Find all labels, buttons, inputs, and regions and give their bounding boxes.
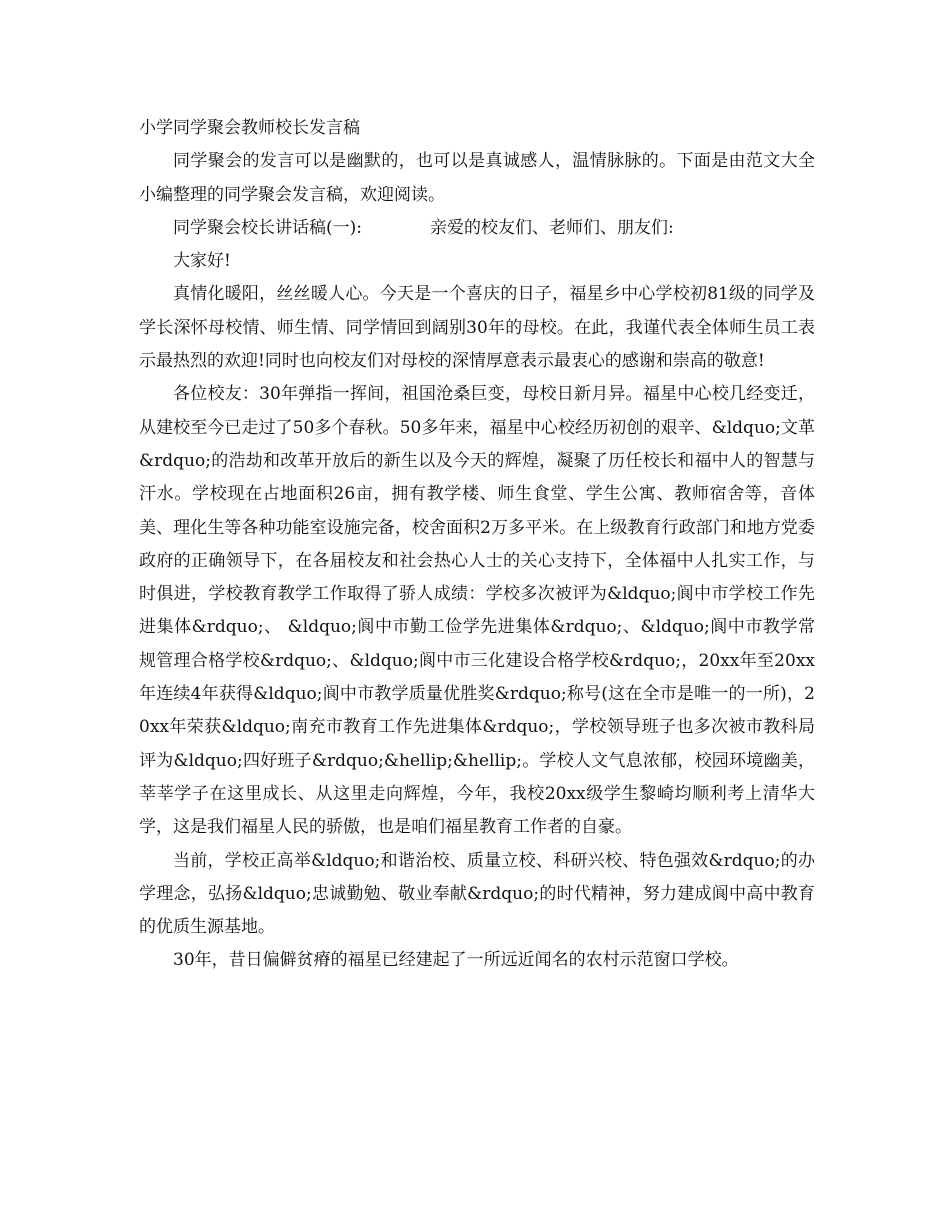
document-title: 小学同学聚会教师校长发言稿 [139, 118, 360, 138]
greeting: 大家好! [173, 251, 231, 272]
body-paragraph-2: 各位校友：30年弹指一挥间，祖国沧桑巨变，母校日新月异。福星中心校几经变迁，从建校至今已走过了50多个春秋。50多年来，福星中心校经历初创的艰辛、&ldquo;文革&rdquo;的浩劫和改革开放后的新生以及今天的辉煌，凝聚了历任校长和福中人的智慧与汗水。学校现在占地面积26亩，拥有教学楼、师生食堂、学生公寓、教师宿舍等，音体美、理化生等各种功能室设施完备，校舍面积2万多平米。在上级教育行政部门和地方党委政府的正确领导下，在各届校友和社会热心人士的关心支持下，全体福中人扎实工作，与时俱进，学校教育教学工作取得了骄人成绩：学校多次被评为&ldquo;阆中市学校工作先进集体&rdquo;、 &ldquo;阆中市勤工俭学先进集体&rdquo;、&ldquo;阆中市教学常规管理合格学校&rdquo;、&ldquo;阆中市三化建设合格学校&rdquo;，20xx年至20xx年连续4年获得&ldquo;阆中市教学质量优胜奖&rdquo;称号(这在全市是唯一的一所)，20xx年荣获&ldquo;南充市教育工作先进集体&rdquo;，学校领导班子也多次被市教科局评为&ldquo;四好班子&rdquo;&hellip;&hellip;。学校人文气息浓郁，校园环境幽美，莘莘学子在这里成长、从这里走向辉煌，今年，我校20xx级学生黎崎均顺利考上清华大学，这是我们福星人民的骄傲，也是咱们福星教育工作者的自豪。 [139, 384, 815, 838]
body-paragraph-3: 当前，学校正高举&ldquo;和谐治校、质量立校、科研兴校、特色强效&rdquo;的办学理念，弘扬&ldquo;忠诚勤勉、敬业奉献&rdquo;的时代精神，努力建成阆中高中教育的优质生源基地。 [139, 850, 815, 938]
speech-heading-line [139, 212, 815, 245]
body-paragraph-4: 30年，昔日偏僻贫瘠的福星已经建起了一所远近闻名的农村示范窗口学校。 [173, 950, 739, 971]
document-page [139, 112, 815, 978]
salutation: 亲爱的校友们、老师们、朋友们: [430, 217, 674, 238]
intro-paragraph: 同学聚会的发言可以是幽默的，也可以是真诚感人，温情脉脉的。下面是由范文大全小编整理的同学聚会发言稿，欢迎阅读。 [139, 151, 815, 205]
speech-heading: 同学聚会校长讲话稿(一): [173, 217, 362, 238]
body-paragraph-1: 真情化暖阳，丝丝暖人心。今天是一个喜庆的日子，福星乡中心学校初81级的同学及学长深怀母校情、师生情、同学情回到阔别30年的母校。在此，我谨代表全体师生员工表示最热烈的欢迎!同时也向校友们对母校的深情厚意表示最衷心的感谢和崇高的敬意! [139, 284, 815, 372]
